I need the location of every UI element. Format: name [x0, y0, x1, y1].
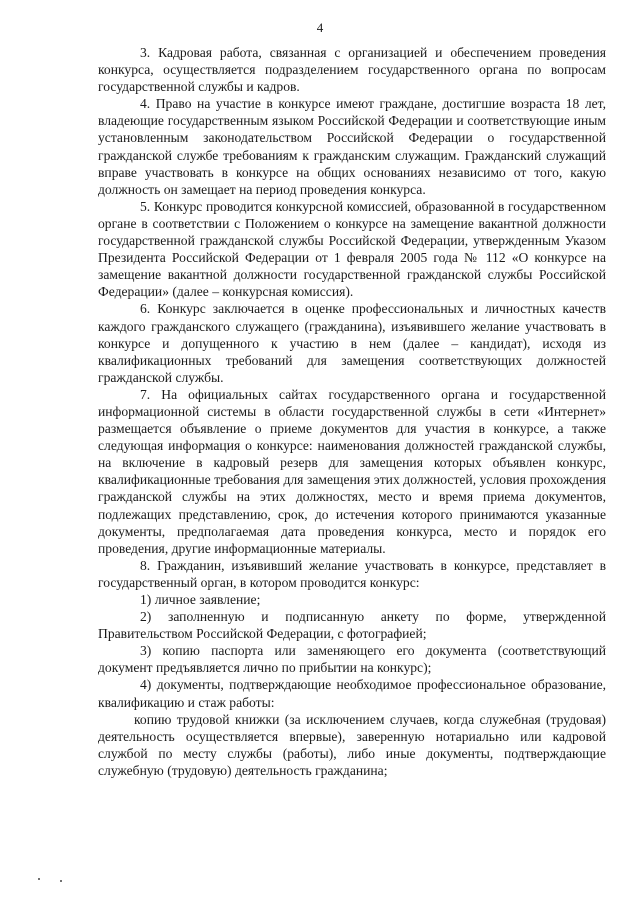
document-body	[98, 44, 606, 779]
page-number: 4	[316, 20, 324, 35]
list-item-2: 2) заполненную и подписанную анкету по форме, утвержденной Правительством Российской Федерации, с фотографией;	[98, 609, 606, 642]
paragraph-3: 3. Кадровая работа, связанная с организацией и обеспечением проведения конкурса, осуществляется подразделением государственного органа по вопросам государственной службы и кадров.	[98, 45, 606, 95]
sub-item-work-book: копию трудовой книжки (за исключением случаев, когда служебная (трудовая) деятельность осуществляется впервые), заверенную нотариально или кадровой службой по месту службы (работы), либо иные документы, подтверждающие служебную (трудовую) деятельность гражданина;	[98, 711, 606, 778]
paragraph-4: 4. Право на участие в конкурсе имеют граждане, достигшие возраста 18 лет, владеющие государственным языком Российской Федерации и соответствующие иным установленным законодательством Российской Федерации о государственной гражданской службе требованиям к гражданским служащим. Гражданский служащий вправе участвовать в конкурсе на общих основаниях независимо от того, какую должность он замещает на период проведения конкурса.	[98, 96, 606, 197]
paragraph-7: 7. На официальных сайтах государственного органа и государственной информационной системы в области государственной службы в сети «Интернет» размещается объявление о приеме документов для участия в конкурсе, а также следующая информация о конкурсе: наименования должностей гражданской службы, на включение в кадровый резерв для замещения которых объявлен конкурс, квалификационные требования для замещения этих должностей, условия прохождения гражданской службы на этих должностях, место и время приема документов, подлежащих представлению, срок, до истечения которого принимаются указанные документы, предполагаемая дата проведения конкурса, место и порядок его проведения, другие информационные материалы.	[98, 386, 606, 556]
list-item-3: 3) копию паспорта или заменяющего его документа (соответствующий документ предъявляется лично по прибытии на конкурс);	[98, 643, 606, 676]
scan-artifact-dot	[38, 878, 40, 880]
scan-artifact-dot	[60, 880, 62, 882]
list-item-4: 4) документы, подтверждающие необходимое профессиональное образование, квалификацию и стаж работы:	[98, 677, 606, 710]
paragraph-6: 6. Конкурс заключается в оценке профессиональных и личностных качеств каждого гражданского служащего (гражданина), изъявившего желание участвовать в конкурсе и допущенного к участию в нем (далее – кандидат), исходя из квалификационных требований для замещения соответствующих должностей гражданской службы.	[98, 301, 606, 385]
list-item-1: 1) личное заявление;	[140, 592, 261, 607]
paragraph-5: 5. Конкурс проводится конкурсной комиссией, образованной в государственном органе в соответствии с Положением о конкурсе на замещение вакантной должности государственной гражданской службы Российской Федерации, утвержденным Указом Президента Российской Федерации от 1 февраля 2005 года № 112 «О конкурсе на замещение вакантной должности государственной гражданской службы Российской Федерации» (далее – конкурсная комиссия).	[98, 198, 606, 300]
paragraph-8: 8. Гражданин, изъявивший желание участвовать в конкурсе, представляет в государственный орган, в котором проводится конкурс:	[98, 557, 606, 590]
